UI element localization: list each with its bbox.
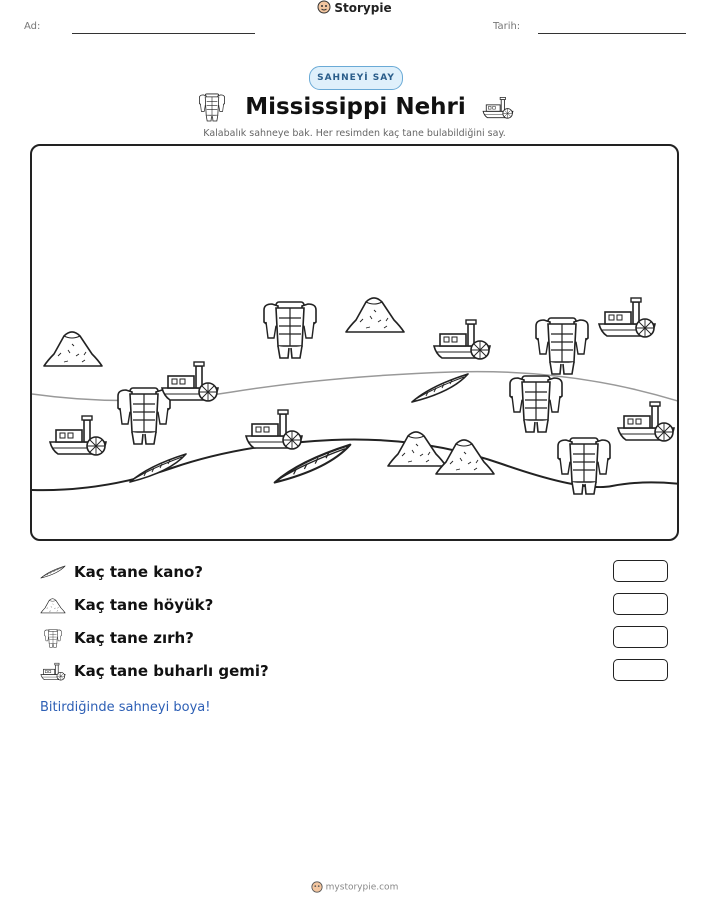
page-title [0,92,709,122]
question-text: Kaç tane zırh? [74,629,194,647]
steamboat-icon [50,416,106,455]
storypie-logo-icon [311,881,323,893]
finish-instruction: Bitirdiğinde sahneyi boya! [40,700,211,715]
activity-badge: SAHNEYİ SAY [309,66,403,90]
brand-name: Storypie [334,1,392,15]
title-text: Mississippi Nehri [245,94,466,120]
footer-url[interactable]: mystorypie.com [325,882,399,893]
question-text: Kaç tane buharlı gemi? [74,662,269,680]
answer-box-steamboat[interactable] [613,659,668,681]
question-text: Kaç tane höyük? [74,596,214,614]
brand [0,0,709,17]
scene-illustration [32,146,679,541]
steamboat-icon [162,362,218,401]
steamboat-icon [599,298,655,337]
storypie-logo-icon [317,0,331,17]
canoe-icon [412,374,468,402]
instructions: Kalabalık sahneye bak. Her resimden kaç tane bulabildiğini say. [203,128,506,139]
armor-icon [195,92,229,122]
mound-icon [388,432,446,466]
question-mound [40,595,213,615]
answer-box-armor[interactable] [613,626,668,648]
steamboat-icon [434,320,490,359]
steamboat-icon [482,95,514,119]
canoe-icon [40,562,66,582]
mound-icon [346,298,404,332]
question-text: Kaç tane kano? [74,563,204,581]
answer-box-mound[interactable] [613,593,668,615]
question-canoe [40,562,203,582]
question-steamboat [40,661,269,681]
date-line[interactable] [538,33,686,34]
armor-icon [264,302,316,358]
footer [0,881,709,893]
question-armor [40,628,194,648]
date-label: Tarih: [493,21,521,32]
canoe-icon [130,454,186,482]
armor-icon [40,628,66,648]
armor-icon [536,318,588,374]
mound-icon [40,595,66,615]
steamboat-icon [40,661,66,681]
armor-icon [510,376,562,432]
counting-scene [30,144,679,541]
steamboat-icon [246,410,302,449]
mound-icon [44,332,102,366]
steamboat-icon [618,402,674,441]
armor-icon [118,388,170,444]
name-label: Ad: [24,21,41,32]
answer-box-canoe[interactable] [613,560,668,582]
canoe-icon [275,445,351,483]
mound-icon [436,440,494,474]
name-line[interactable] [72,33,255,34]
